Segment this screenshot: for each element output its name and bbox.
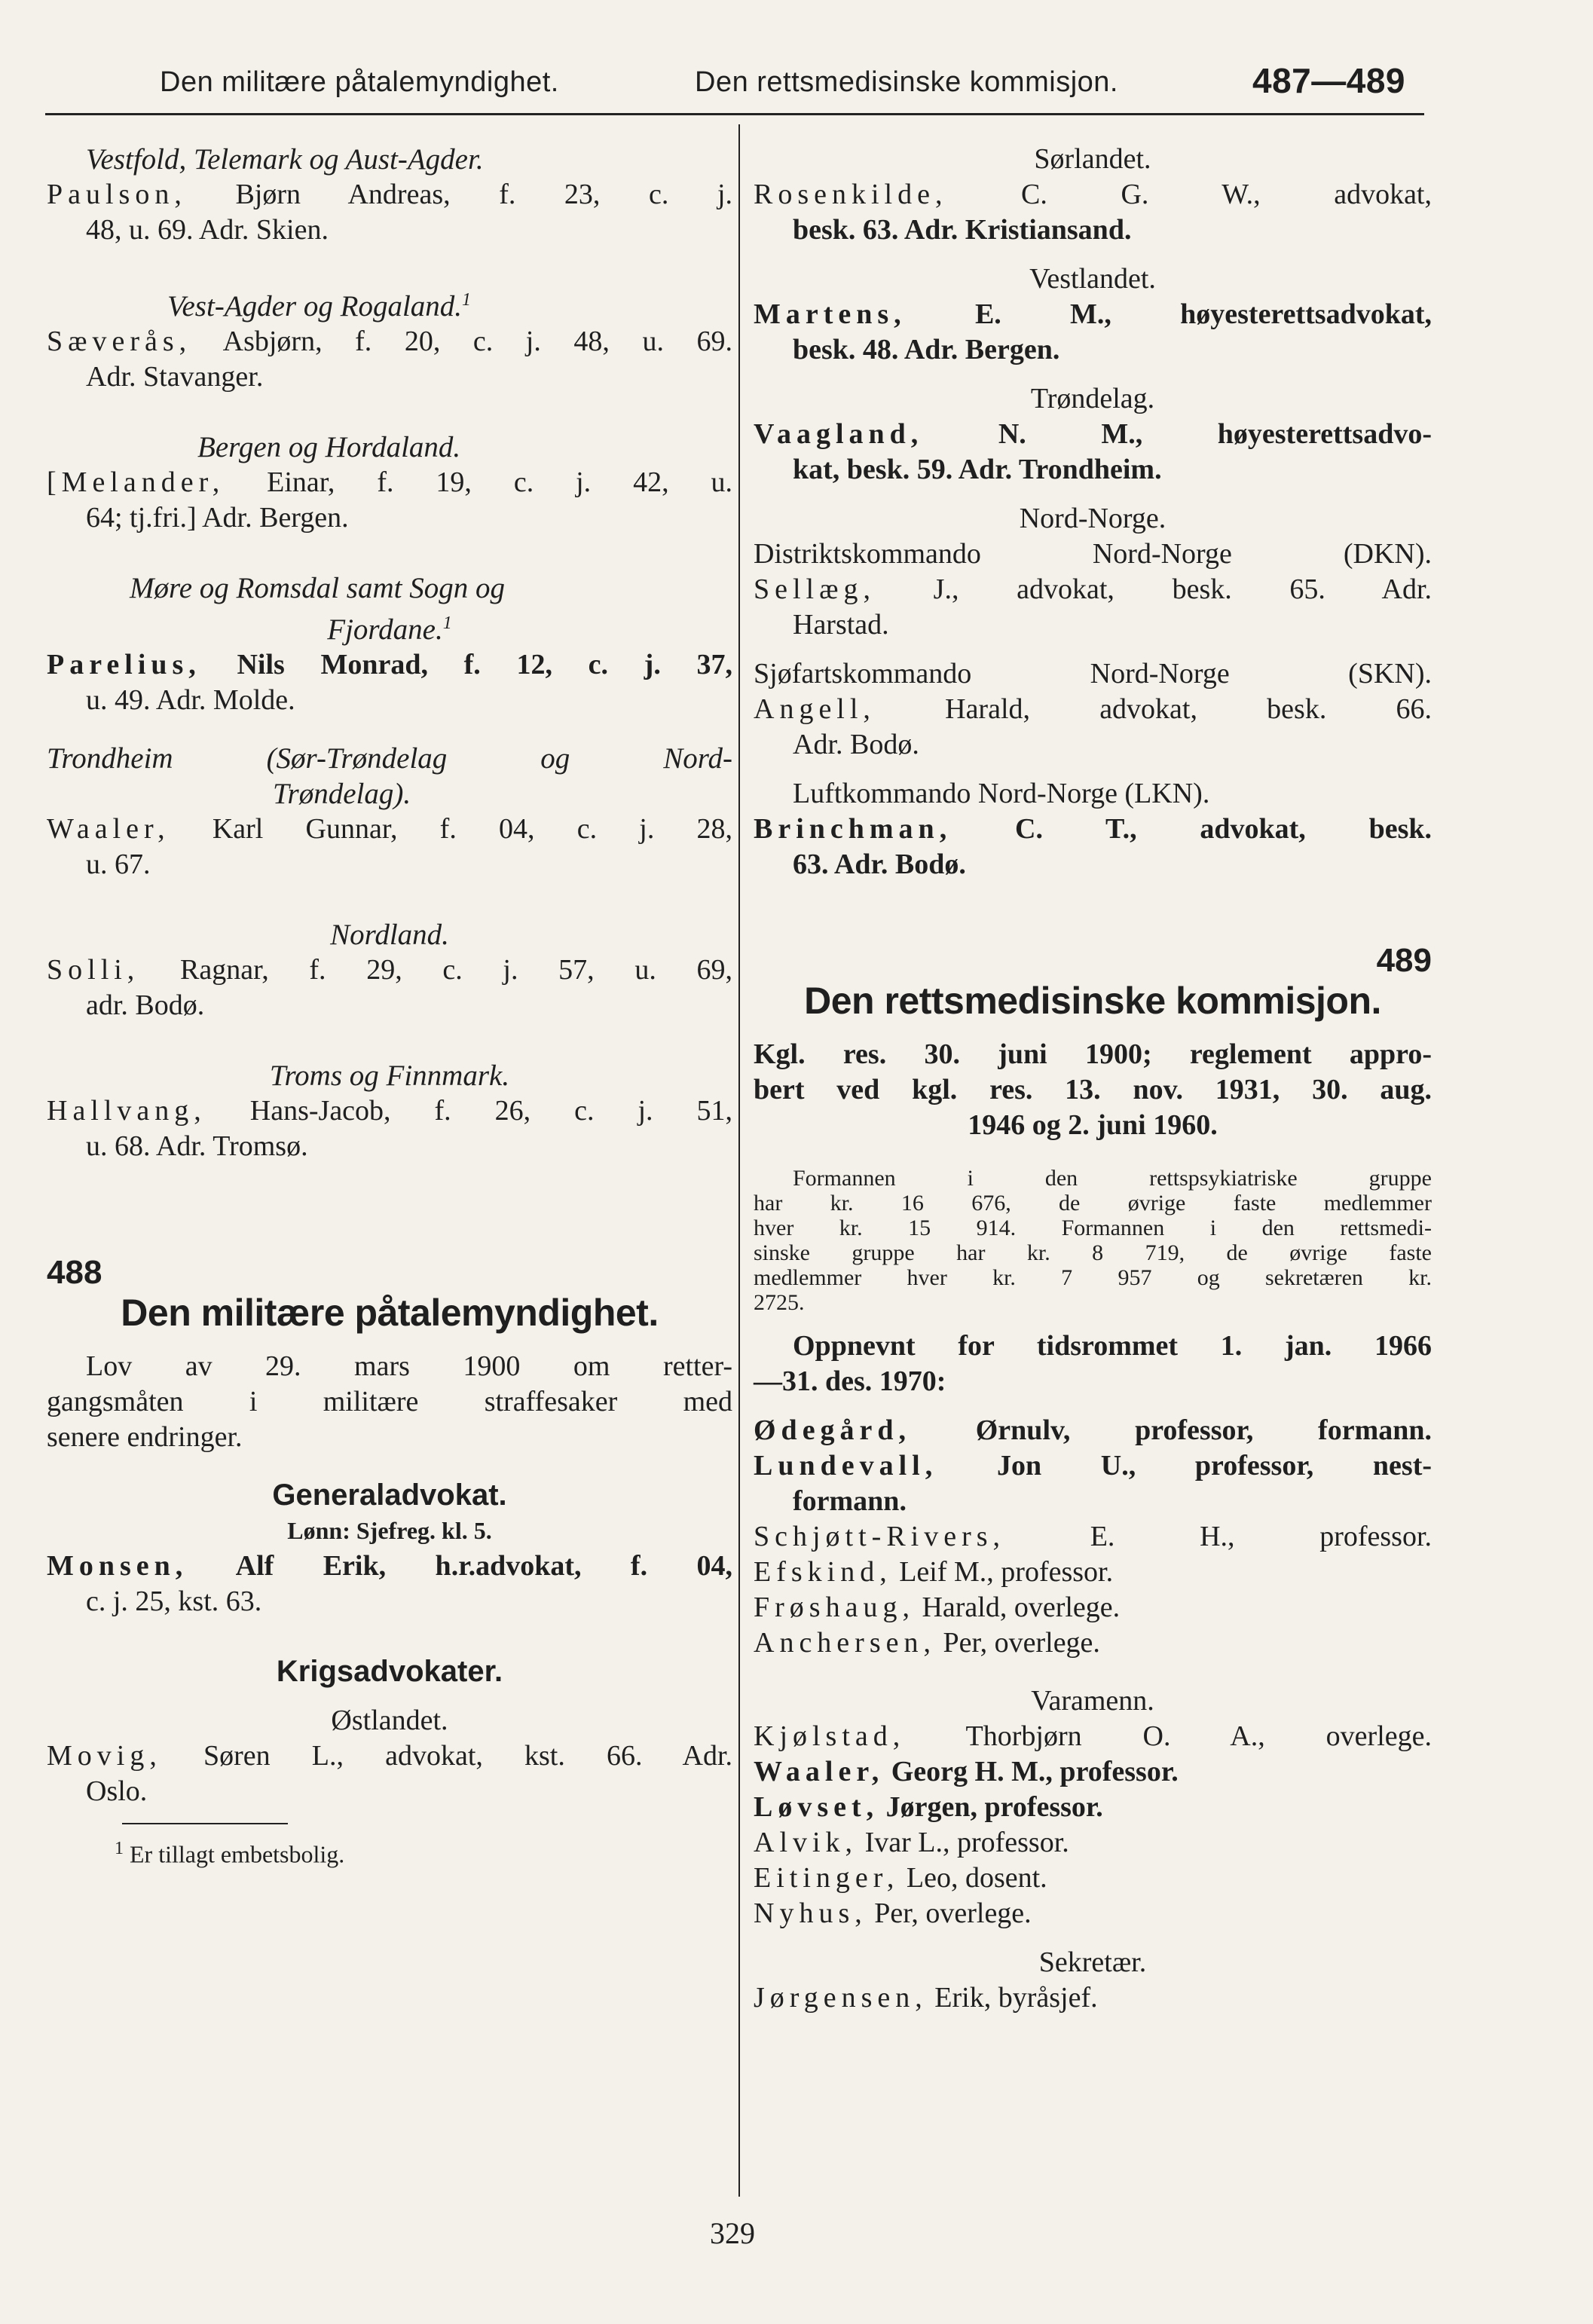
entry-line: u. 49. Adr. Molde. xyxy=(86,684,295,716)
entry-line: Vaagland, N. M., høyesterettsadvo- xyxy=(754,418,1432,450)
entry-line: Movig, Søren L., advokat, kst. 66. Adr. xyxy=(47,1740,733,1772)
entry-line: u. 67. xyxy=(86,849,151,880)
entry-line: c. j. 25, kst. 63. xyxy=(86,1586,262,1617)
salary-line: Lønn: Sjefreg. kl. 5. xyxy=(287,1517,492,1544)
entry-line: Adr. Bodø. xyxy=(793,729,919,760)
footnote: $^1$ Er tillagt embetsbolig. xyxy=(115,1839,345,1868)
entry-line: Martens, E. M., høyesterettsadvokat, xyxy=(754,298,1432,330)
section-title: Den militære påtalemyndighet. xyxy=(121,1292,659,1334)
entry-line: Adr. Stavanger. xyxy=(86,361,264,393)
subheading: Generaladvokat. xyxy=(272,1478,507,1512)
entry-line: kat, besk. 59. Adr. Trondheim. xyxy=(793,454,1162,485)
entry-line: Hallvang, Hans-Jacob, f. 26, c. j. 51, xyxy=(47,1095,733,1127)
region-heading: Fjordane.$^1$ xyxy=(327,613,452,646)
section-title: Den rettsmedisinske kommisjon. xyxy=(804,980,1381,1022)
entry-line: besk. 63. Adr. Kristiansand. xyxy=(793,214,1132,246)
body-line: bert ved kgl. res. 13. nov. 1931, 30. aug. xyxy=(754,1074,1432,1105)
body-line: —31. des. 1970: xyxy=(754,1365,946,1397)
member-line: Schjøtt-Rivers, E. H., professor. xyxy=(754,1521,1432,1552)
header-rule xyxy=(45,113,1424,115)
entry-line: Rosenkilde, C. G. W., advokat, xyxy=(754,179,1432,210)
region-heading: Vestfold, Telemark og Aust-Agder. xyxy=(86,143,484,176)
command-heading: Luftkommando Nord-Norge (LKN). xyxy=(793,778,1210,809)
member-line: Lundevall, Jon U., professor, nest- xyxy=(754,1450,1432,1482)
member-line: Jørgensen, Erik, byråsjef. xyxy=(754,1982,1098,2014)
region-heading: Trøndelag). xyxy=(273,778,411,810)
command-heading: Sjøfartskommando Nord-Norge (SKN). xyxy=(754,658,1432,690)
entry-line: besk. 48. Adr. Bergen. xyxy=(793,334,1060,365)
subheading: Krigsadvokater. xyxy=(276,1655,503,1688)
column-divider xyxy=(738,124,740,2197)
body-line: senere endringer. xyxy=(47,1421,243,1453)
body-line: Oppnevnt for tidsrommet 1. jan. 1966 xyxy=(793,1330,1432,1362)
entry-line: Oslo. xyxy=(86,1775,148,1807)
left-column xyxy=(47,128,732,1870)
member-line: formann. xyxy=(793,1485,907,1517)
region-heading: Troms og Finnmark. xyxy=(269,1060,510,1092)
entry-line: Monsen, Alf Erik, h.r.advokat, f. 04, xyxy=(47,1550,732,1582)
salary-note: 2725. xyxy=(754,1290,805,1315)
member-line: Waaler, Georg H. M., professor. xyxy=(754,1756,1179,1787)
region-heading: Trondheim (Sør-Trøndelag og Nord- xyxy=(47,742,732,775)
section-number: 489 xyxy=(1376,942,1432,979)
entry-line: 63. Adr. Bodø. xyxy=(793,849,966,880)
region-heading: Nord-Norge. xyxy=(1019,503,1166,534)
page-number: 329 xyxy=(710,2216,755,2250)
salary-note: sinske gruppe har kr. 8 719, de øvrige faste xyxy=(754,1240,1432,1265)
entry-line: Solli, Ragnar, f. 29, c. j. 57, u. 69, xyxy=(47,954,733,986)
footnote-rule xyxy=(122,1823,288,1824)
entry-line: Sellæg, J., advokat, besk. 65. Adr. xyxy=(754,573,1432,605)
running-header xyxy=(69,62,1426,115)
entry-line: Waaler, Karl Gunnar, f. 04, c. j. 28, xyxy=(47,813,733,845)
entry-line: u. 68. Adr. Tromsø. xyxy=(86,1130,308,1162)
body-line: Kgl. res. 30. juni 1900; reglement appro- xyxy=(754,1038,1432,1070)
region-heading: Vestlandet. xyxy=(1029,263,1156,295)
salary-note: har kr. 16 676, de øvrige faste medlemmer xyxy=(754,1191,1432,1216)
region-heading: Trøndelag. xyxy=(1030,383,1155,414)
region-heading: Østlandet. xyxy=(331,1705,448,1736)
entry-line: Harstad. xyxy=(793,609,889,641)
right-column xyxy=(754,128,1432,2016)
command-heading: Distriktskommando Nord-Norge (DKN). xyxy=(754,538,1432,570)
body-line: gangsmåten i militære straffesaker med xyxy=(47,1386,732,1417)
region-heading: Nordland. xyxy=(330,919,449,951)
member-line: Nyhus, Per, overlege. xyxy=(754,1897,1032,1929)
member-line: Frøshaug, Harald, overlege. xyxy=(754,1592,1121,1623)
region-heading: Vest-Agder og Rogaland.$^1$ xyxy=(167,290,472,323)
region-heading: Møre og Romsdal samt Sogn og xyxy=(130,572,505,604)
member-line: Efskind, Leif M., professor. xyxy=(754,1556,1114,1588)
body-line: Lov av 29. mars 1900 om retter- xyxy=(86,1350,732,1382)
region-heading: Bergen og Hordaland. xyxy=(197,431,461,463)
subheading: Varamenn. xyxy=(1031,1685,1154,1717)
entry-line: Parelius, Nils Monrad, f. 12, c. j. 37, xyxy=(47,649,732,680)
salary-note: medlemmer hver kr. 7 957 og sekretæren kr. xyxy=(754,1265,1432,1290)
member-line: Eitinger, Leo, dosent. xyxy=(754,1862,1047,1894)
entry-line: Brinchman, C. T., advokat, besk. xyxy=(754,813,1432,845)
entry-line: Paulson, Bjørn Andreas, f. 23, c. j. xyxy=(47,179,733,210)
body-line: 1946 og 2. juni 1960. xyxy=(968,1109,1218,1141)
salary-note: Formannen i den rettspsykiatriske gruppe xyxy=(793,1166,1432,1191)
member-line: Kjølstad, Thorbjørn O. A., overlege. xyxy=(754,1720,1432,1752)
region-heading: Sørlandet. xyxy=(1034,143,1151,175)
member-line: Løvset, Jørgen, professor. xyxy=(754,1791,1103,1823)
entry-line: Angell, Harald, advokat, besk. 66. xyxy=(754,693,1432,725)
entry-line: 48, u. 69. Adr. Skien. xyxy=(86,214,329,246)
section-number: 488 xyxy=(47,1254,102,1291)
header-left: Den militære påtalemyndighet. xyxy=(160,66,559,98)
header-mid: Den rettsmedisinske kommisjon. xyxy=(695,66,1118,98)
member-line: Ødegård, Ørnulv, professor, formann. xyxy=(754,1414,1432,1446)
salary-note: hver kr. 15 914. Formannen i den rettsmedi- xyxy=(754,1216,1432,1240)
member-line: Alvik, Ivar L., professor. xyxy=(754,1827,1069,1858)
member-line: Anchersen, Per, overlege. xyxy=(754,1627,1100,1659)
subheading: Sekretær. xyxy=(1038,1946,1147,1978)
entry-line: adr. Bodø. xyxy=(86,989,205,1021)
entry-line: [Melander, Einar, f. 19, c. j. 42, u. xyxy=(47,466,732,498)
header-pages: 487—489 xyxy=(1252,61,1405,100)
entry-line: Sæverås, Asbjørn, f. 20, c. j. 48, u. 69. xyxy=(47,326,733,357)
entry-line: 64; tj.fri.] Adr. Bergen. xyxy=(86,502,349,534)
